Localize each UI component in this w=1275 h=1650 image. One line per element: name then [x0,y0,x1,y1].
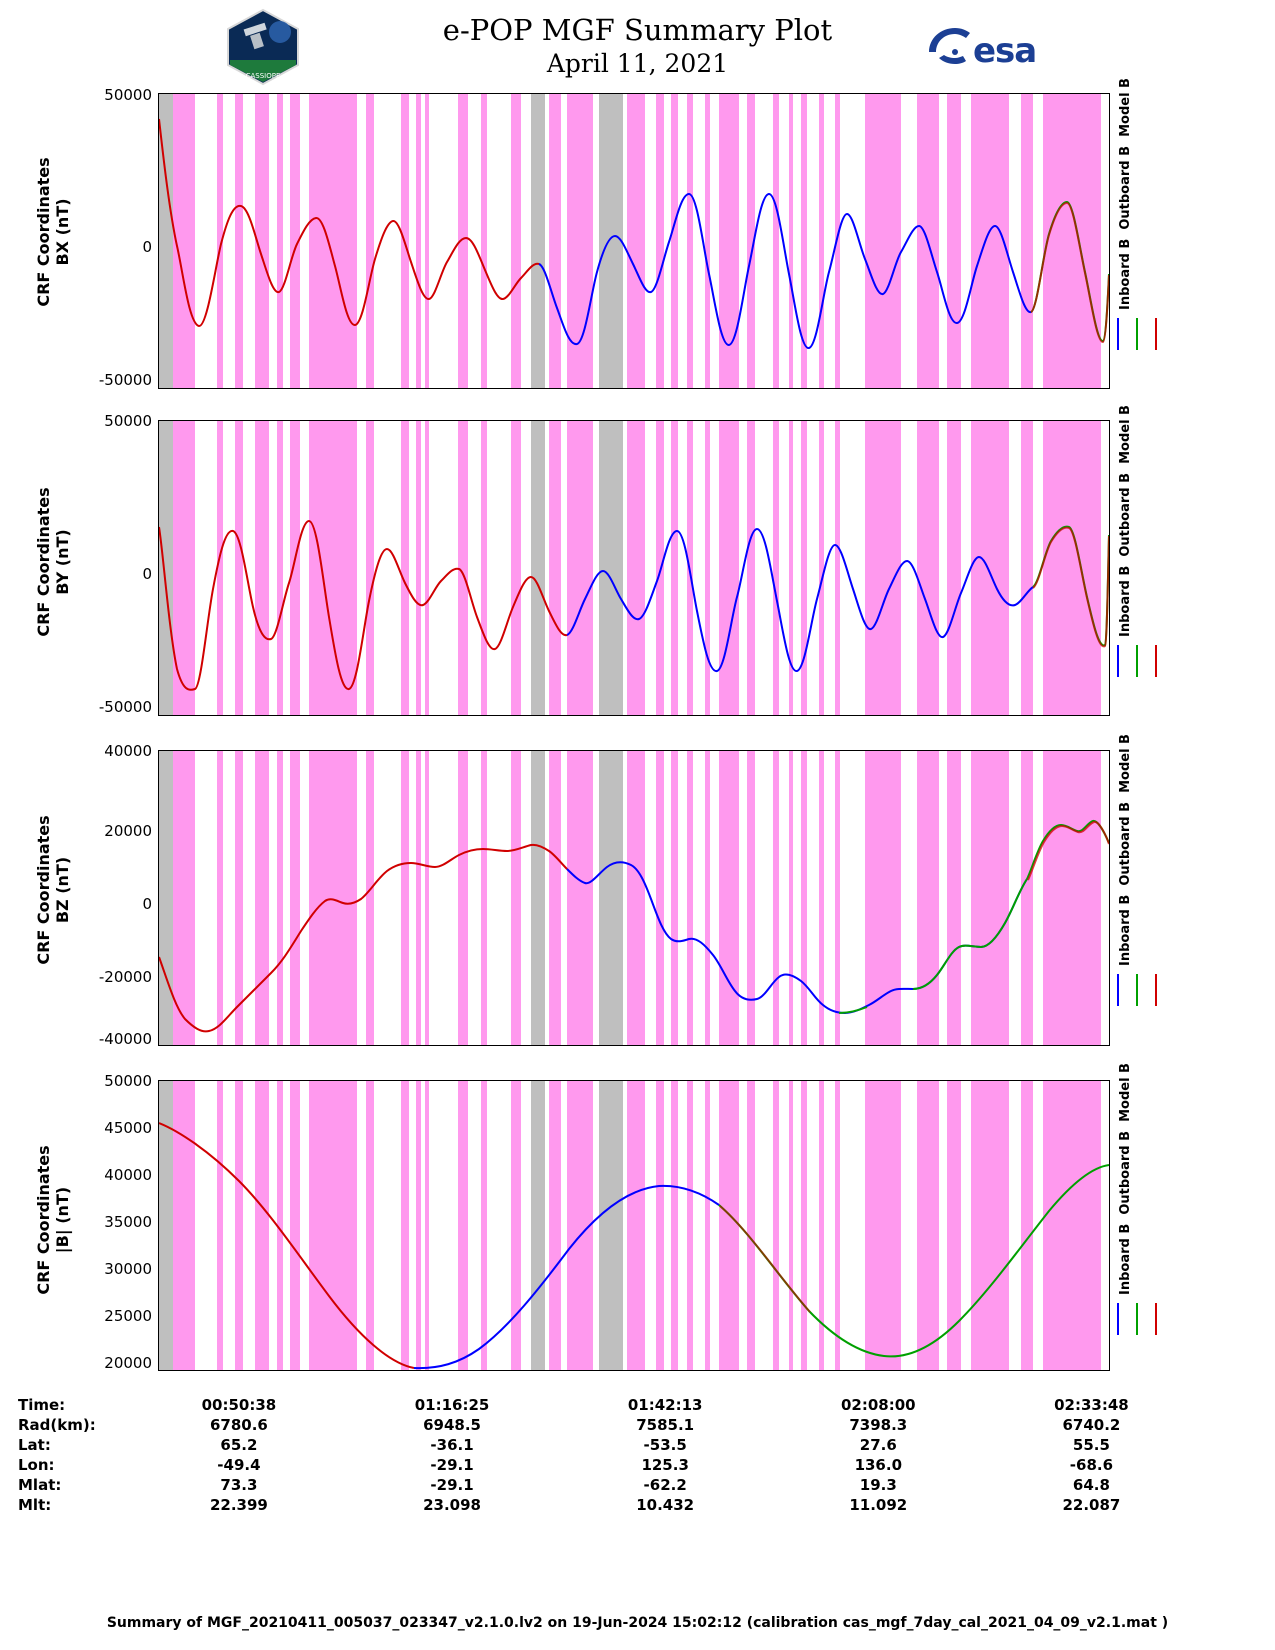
legend-line-green-4 [1136,1303,1138,1335]
row-time-v0: 00:50:38 [201,1396,277,1414]
legend-inboard-b: Inboard B [1118,238,1133,310]
row-mlt-v2: 10.432 [636,1496,695,1514]
row-label-rad: Rad(km): [18,1416,96,1434]
panel-babs-ytick-3: 35000 [104,1213,152,1231]
row-mlat-v1: -29.1 [430,1476,474,1494]
row-mlat-v3: 19.3 [859,1476,897,1494]
panel-bx-ylabel: CRF Coordinates BX (nT) [34,157,72,307]
legend-inboard-b-4: Inboard B [1118,1223,1133,1295]
legend-outboard-b-4: Outboard B [1118,1130,1133,1215]
legend-model-b-3: Model B [1118,734,1133,793]
row-lon-v1: -29.1 [430,1456,474,1474]
row-label-time: Time: [18,1396,66,1414]
row-mlat-v4: 64.8 [1072,1476,1110,1494]
panel-bx[interactable] [158,93,1110,389]
panel-by-plot [159,421,1109,715]
legend-line-green-1 [1136,318,1138,350]
row-label-mlt: Mlt: [18,1496,52,1514]
row-rad-v0: 6780.6 [209,1416,268,1434]
panel-bz-ytick-0: 40000 [104,742,152,760]
legend-line-blue-2 [1117,645,1119,677]
panel-bx-legend-labels [1118,78,1133,310]
legend-line-red-3 [1155,974,1157,1006]
legend-model-b: Model B [1118,78,1133,137]
legend-line-red-4 [1155,1303,1157,1335]
legend-line-blue-1 [1117,318,1119,350]
panel-bx-plot [159,94,1109,388]
panel-by-legend-labels [1118,405,1133,637]
panel-bz-ytick-2: 0 [142,895,152,913]
panel-bz-plot [159,751,1109,1045]
panel-babs-ytick-6: 20000 [104,1354,152,1372]
legend-outboard-b: Outboard B [1118,145,1133,230]
row-time-v4: 02:33:48 [1054,1396,1129,1414]
row-lat-v4: 55.5 [1072,1436,1110,1454]
panel-bx-ytick-0: 50000 [104,86,152,104]
row-rad-v3: 7398.3 [849,1416,908,1434]
table-row [18,1415,1198,1435]
panel-bx-shading [159,94,1101,388]
table-row [18,1475,1198,1495]
panel-babs-ytick-0: 50000 [104,1072,152,1090]
cassiope-mission-patch-icon [222,8,304,86]
row-time-v1: 01:16:25 [414,1396,490,1414]
row-mlt-v3: 11.092 [849,1496,908,1514]
panel-bx-ytick-2: -50000 [98,371,152,389]
panel-by-ytick-2: -50000 [98,698,152,716]
row-lon-v4: -68.6 [1069,1456,1114,1474]
panel-bz-ytick-3: -20000 [98,968,152,986]
row-rad-v4: 6740.2 [1062,1416,1121,1434]
panel-babs-plot [159,1081,1109,1370]
axis-parameter-table [0,1395,1275,1515]
table-row [18,1455,1198,1475]
row-time-v3: 02:08:00 [840,1396,916,1414]
row-lon-v0: -49.4 [217,1456,261,1474]
row-lat-v2: -53.5 [643,1436,687,1454]
panel-bz-ytick-1: 20000 [104,822,152,840]
row-mlt-v1: 23.098 [423,1496,481,1514]
row-rad-v1: 6948.5 [423,1416,481,1434]
row-mlt-v0: 22.399 [209,1496,268,1514]
row-rad-v2: 7585.1 [636,1416,695,1434]
panel-by-ylabel: CRF Coordinates BY (nT) [34,487,72,637]
legend-outboard-b-3: Outboard B [1118,801,1133,886]
legend-line-green-2 [1136,645,1138,677]
svg-text:esa: esa [973,31,1037,70]
panel-babs-ylabel: CRF Coordinates |B| (nT) [34,1145,72,1295]
esa-logo [925,22,1045,70]
panel-bz-legend-labels [1118,734,1133,966]
row-lon-v3: 136.0 [854,1456,903,1474]
row-lat-v0: 65.2 [220,1436,258,1454]
legend-model-b-4: Model B [1118,1063,1133,1122]
panel-babs-ytick-2: 40000 [104,1166,152,1184]
panel-by[interactable] [158,420,1110,716]
panel-by-shading [159,421,1101,715]
svg-text:CASSIOPE: CASSIOPE [245,72,281,80]
panel-bz-shading [159,751,1101,1045]
legend-line-blue-3 [1117,974,1119,1006]
row-label-lat: Lat: [18,1436,51,1454]
row-lat-v1: -36.1 [430,1436,474,1454]
title-date: April 11, 2021 [546,49,729,79]
footer-caption: Summary of MGF_20210411_005037_023347_v2.1.0.lv2 on 19-Jun-2024 15:02:12 (calibration cas_mgf_7day_cal_2021_04_09_v2.1.mat ) [106,1615,1169,1631]
legend-inboard-b-3: Inboard B [1118,894,1133,966]
row-time-v2: 01:42:13 [627,1396,703,1414]
panel-babs-ytick-4: 30000 [104,1260,152,1278]
table-row [18,1395,1198,1415]
panel-bz[interactable] [158,750,1110,1046]
panel-babs-ytick-1: 45000 [104,1119,152,1137]
legend-line-red-1 [1155,318,1157,350]
page-title [0,12,1275,80]
row-lat-v3: 27.6 [859,1436,897,1454]
row-mlat-v2: -62.2 [643,1476,687,1494]
panel-by-ytick-0: 50000 [104,412,152,430]
panel-babs-ytick-5: 25000 [104,1307,152,1325]
panel-by-ytick-1: 0 [142,565,152,583]
panel-babs[interactable] [158,1080,1110,1371]
panel-bz-ylabel: CRF Coordinates BZ (nT) [34,815,72,965]
panel-babs-shading [159,1081,1101,1370]
legend-model-b-2: Model B [1118,405,1133,464]
row-mlt-v4: 22.087 [1062,1496,1121,1514]
table-row [18,1495,1198,1515]
row-label-lon: Lon: [18,1456,55,1474]
legend-inboard-b-2: Inboard B [1118,565,1133,637]
panel-bz-ytick-4: -40000 [98,1030,152,1048]
title-main: e-POP MGF Summary Plot [442,13,833,47]
panel-bx-ytick-1: 0 [142,238,152,256]
legend-line-red-2 [1155,645,1157,677]
legend-outboard-b-2: Outboard B [1118,472,1133,557]
legend-line-green-3 [1136,974,1138,1006]
row-lon-v2: 125.3 [641,1456,689,1474]
row-mlat-v0: 73.3 [220,1476,258,1494]
panel-babs-legend-labels [1118,1063,1133,1295]
row-label-mlat: Mlat: [18,1476,62,1494]
table-row [18,1435,1198,1455]
legend-line-blue-4 [1117,1303,1119,1335]
